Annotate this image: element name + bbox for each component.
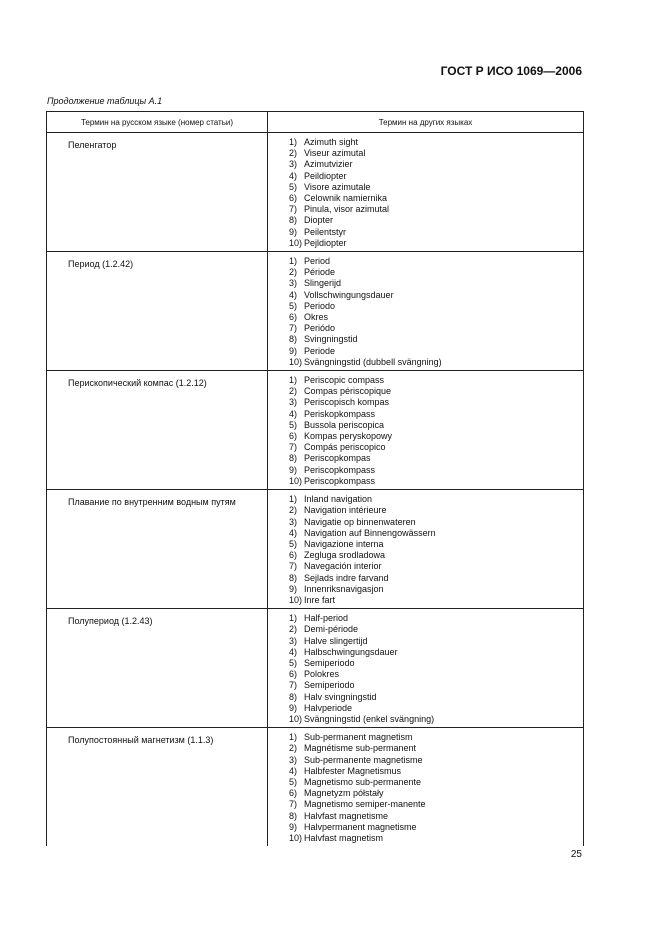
list-item: 2) Période	[289, 267, 336, 278]
column-header-other-languages: Термин на других языках	[268, 112, 584, 133]
foreign-terms-list	[268, 490, 583, 608]
list-item: 3) Halve slingertijd	[289, 635, 368, 646]
table-row	[47, 490, 584, 609]
list-item: 2) Viseur azimutal	[289, 148, 366, 159]
document-header: ГОСТ Р ИСО 1069—2006	[440, 64, 582, 78]
list-item: 6) Zegluga srodladowa	[289, 550, 386, 561]
list-item: 1) Periscopic compass	[289, 375, 385, 386]
table-caption: Продолжение таблицы А.1	[47, 96, 163, 106]
list-item: 9) Periode	[289, 345, 336, 356]
list-item: 7) Compás periscopico	[289, 442, 386, 453]
list-item: 9) Periscopkompass	[289, 464, 376, 475]
russian-term-cell: Период (1.2.42)	[47, 252, 268, 371]
foreign-terms-cell	[268, 490, 584, 609]
list-item: 4) Periskopkompass	[289, 408, 376, 419]
list-item: 4) Peildiopter	[289, 170, 347, 181]
list-item: 8) Svingningstid	[289, 334, 358, 345]
list-item: 8) Sejlads indre farvand	[289, 572, 389, 583]
table-row	[47, 728, 584, 847]
list-item: 6) Magnetyzm półstały	[289, 788, 384, 799]
column-header-russian: Термин на русском языке (номер статьи)	[47, 112, 268, 133]
foreign-terms-list	[268, 609, 583, 727]
table-row	[47, 371, 584, 490]
page-number: 25	[570, 849, 582, 860]
list-item: 10) Halvfast magnetism	[289, 832, 384, 843]
list-item: 7) Semiperiodo	[289, 680, 355, 691]
list-item: 6) Celownik namiernika	[289, 193, 388, 204]
list-item: 2) Magnétisme sub-permanent	[289, 743, 417, 754]
list-item: 8) Halvfast magnetisme	[289, 810, 389, 821]
list-item: 10) Svängningstid (dubbell svängning)	[289, 356, 442, 367]
list-item: 3) Azimutvizier	[289, 159, 353, 170]
table-row	[47, 252, 584, 371]
foreign-terms-list	[268, 728, 583, 846]
list-item: 1) Half-period	[289, 613, 349, 624]
list-item: 1) Sub-permanent magnetism	[289, 732, 413, 743]
list-item: 10) Inre fart	[289, 594, 336, 605]
foreign-terms-list	[268, 133, 583, 251]
list-item: 7) Pinula, visor azimutal	[289, 204, 390, 215]
list-item: 6) Okres	[289, 312, 329, 323]
list-item: 3) Sub-permanente magnetisme	[289, 754, 423, 765]
list-item: 5) Bussola periscopica	[289, 419, 385, 430]
list-item: 7) Magnetismo semiper-manente	[289, 799, 426, 810]
foreign-terms-list	[268, 252, 583, 370]
russian-term-cell: Пеленгатор	[47, 133, 268, 252]
russian-term-cell: Перископический компас (1.2.12)	[47, 371, 268, 490]
list-item: 9) Peilentstyr	[289, 226, 347, 237]
list-item: 4) Navigation auf Binnengowässern	[289, 527, 436, 538]
list-item: 8) Halv svingningstid	[289, 691, 377, 702]
list-item: 2) Compas périscopique	[289, 386, 392, 397]
list-item: 3) Slingerijd	[289, 278, 342, 289]
russian-term-cell: Плавание по внутренним водным путям	[47, 490, 268, 609]
list-item: 9) Halvperiode	[289, 702, 353, 713]
list-item: 9) Halvpermanent magnetisme	[289, 821, 417, 832]
list-item: 6) Kompas peryskopowy	[289, 431, 393, 442]
list-item: 7) Periódo	[289, 323, 336, 334]
list-item: 1) Period	[289, 256, 331, 267]
list-item: 4) Halbschwingungsdauer	[289, 646, 398, 657]
foreign-terms-cell	[268, 252, 584, 371]
russian-term-cell: Полупостоянный магнетизм (1.1.3)	[47, 728, 268, 847]
list-item: 2) Navigation intérieure	[289, 505, 387, 516]
table-row	[47, 609, 584, 728]
list-item: 5) Periodo	[289, 300, 336, 311]
list-item: 8) Periscopkompas	[289, 453, 371, 464]
list-item: 5) Navigazione interna	[289, 538, 384, 549]
list-item: 1) Azimuth sight	[289, 137, 359, 147]
list-item: 9) Innenriksnavigasjon	[289, 583, 384, 594]
foreign-terms-cell	[268, 371, 584, 490]
list-item: 8) Diopter	[289, 215, 334, 226]
foreign-terms-cell	[268, 728, 584, 847]
list-item: 2) Demi-période	[289, 624, 359, 635]
list-item: 6) Polokres	[289, 669, 340, 680]
list-item: 1) Inland navigation	[289, 494, 373, 505]
list-item: 10) Pejldiopter	[289, 237, 347, 248]
foreign-terms-cell	[268, 133, 584, 252]
list-item: 5) Semiperiodo	[289, 657, 355, 668]
foreign-terms-cell	[268, 609, 584, 728]
list-item: 3) Navigatie op binnenwateren	[289, 516, 416, 527]
list-item: 10) Svängningstid (enkel svängning)	[289, 713, 435, 724]
list-item: 7) Navegación interior	[289, 561, 382, 572]
foreign-terms-list	[268, 371, 583, 489]
list-item: 3) Periscopisch kompas	[289, 397, 390, 408]
table-row	[47, 133, 584, 252]
list-item: 4) Vollschwingungsdauer	[289, 289, 394, 300]
table-header-row	[47, 112, 584, 133]
list-item: 4) Halbfester Magnetismus	[289, 765, 402, 776]
terms-table	[46, 111, 584, 846]
list-item: 5) Visore azimutale	[289, 181, 371, 192]
russian-term-cell: Полупериод (1.2.43)	[47, 609, 268, 728]
list-item: 5) Magnetismo sub-permanente	[289, 776, 422, 787]
list-item: 10) Periscopkompass	[289, 475, 376, 486]
